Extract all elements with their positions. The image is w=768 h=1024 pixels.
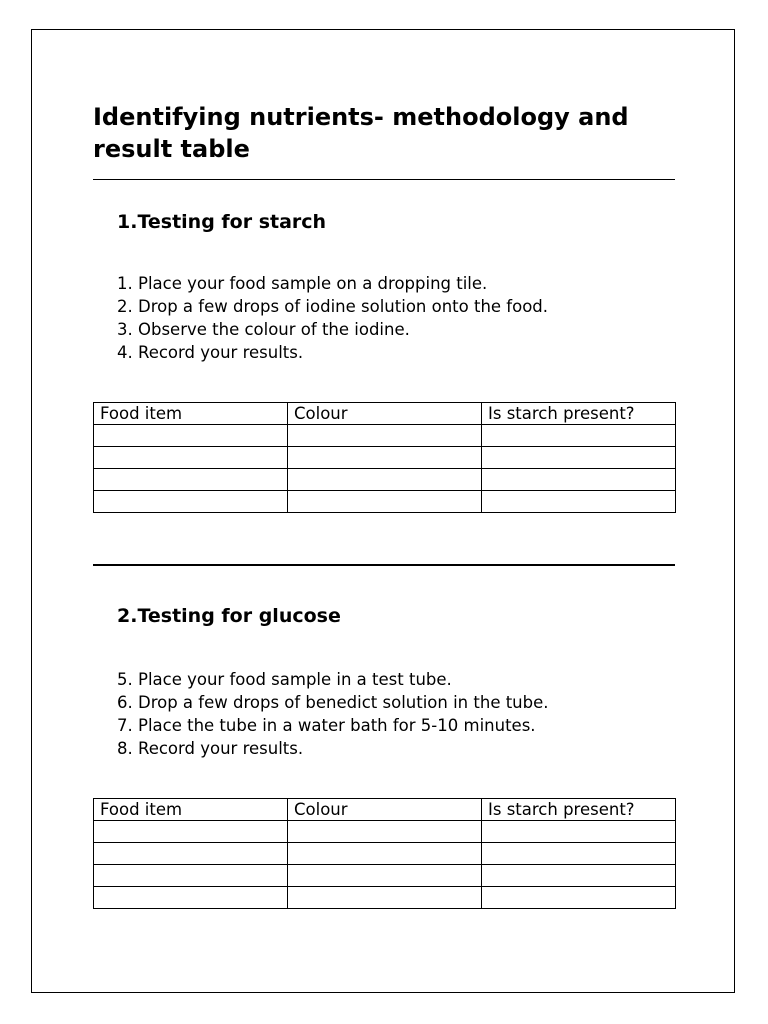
table-row xyxy=(94,821,676,843)
table-cell[interactable] xyxy=(482,887,676,909)
table-cell[interactable] xyxy=(94,821,288,843)
table-cell[interactable] xyxy=(94,887,288,909)
table-cell[interactable] xyxy=(94,865,288,887)
glucose-steps-list xyxy=(117,668,549,760)
list-item: 6. Drop a few drops of benedict solution in the tube. xyxy=(117,693,549,712)
table-cell[interactable] xyxy=(288,425,482,447)
table-cell[interactable] xyxy=(94,491,288,513)
table-row xyxy=(94,491,676,513)
header-cell-food-item: Food item xyxy=(94,799,288,821)
table-cell[interactable] xyxy=(94,843,288,865)
table-row xyxy=(94,887,676,909)
list-item: 1. Place your food sample on a dropping tile. xyxy=(117,274,488,293)
section-heading-glucose: 2.Testing for glucose xyxy=(117,605,341,627)
table-cell[interactable] xyxy=(482,469,676,491)
header-cell-food-item: Food item xyxy=(94,403,288,425)
table-row xyxy=(94,469,676,491)
table-cell[interactable] xyxy=(288,491,482,513)
table-header-row xyxy=(94,403,676,425)
table-cell[interactable] xyxy=(94,469,288,491)
table-cell[interactable] xyxy=(94,425,288,447)
header-cell-colour: Colour xyxy=(288,799,482,821)
list-item: 2. Drop a few drops of iodine solution onto the food. xyxy=(117,297,549,316)
list-item: 7. Place the tube in a water bath for 5-10 minutes. xyxy=(117,716,536,735)
table-cell[interactable] xyxy=(482,821,676,843)
header-cell-colour: Colour xyxy=(288,403,482,425)
header-cell-starch-present: Is starch present? xyxy=(482,403,676,425)
document-title: Identifying nutrients- methodology and result table xyxy=(93,103,629,163)
table-cell[interactable] xyxy=(482,843,676,865)
list-item: 3. Observe the colour of the iodine. xyxy=(117,320,410,339)
table-cell[interactable] xyxy=(288,469,482,491)
table-cell[interactable] xyxy=(94,447,288,469)
section-heading-starch: 1.Testing for starch xyxy=(117,211,327,233)
table-cell[interactable] xyxy=(482,491,676,513)
list-item: 5. Place your food sample in a test tube. xyxy=(117,670,452,689)
table-header-row xyxy=(94,799,676,821)
table-row xyxy=(94,425,676,447)
table-cell[interactable] xyxy=(288,887,482,909)
starch-results-table xyxy=(93,402,676,513)
table-cell[interactable] xyxy=(288,865,482,887)
list-item: 4. Record your results. xyxy=(117,343,304,362)
table-cell[interactable] xyxy=(288,843,482,865)
table-cell[interactable] xyxy=(482,865,676,887)
table-row xyxy=(94,447,676,469)
table-cell[interactable] xyxy=(288,821,482,843)
header-cell-starch-present: Is starch present? xyxy=(482,799,676,821)
table-row xyxy=(94,865,676,887)
table-row xyxy=(94,843,676,865)
table-cell[interactable] xyxy=(482,447,676,469)
glucose-results-table xyxy=(93,798,676,909)
section-divider xyxy=(93,564,675,566)
table-cell[interactable] xyxy=(482,425,676,447)
list-item: 8. Record your results. xyxy=(117,739,304,758)
starch-steps-list xyxy=(117,272,548,364)
table-cell[interactable] xyxy=(288,447,482,469)
title-divider xyxy=(93,179,675,180)
